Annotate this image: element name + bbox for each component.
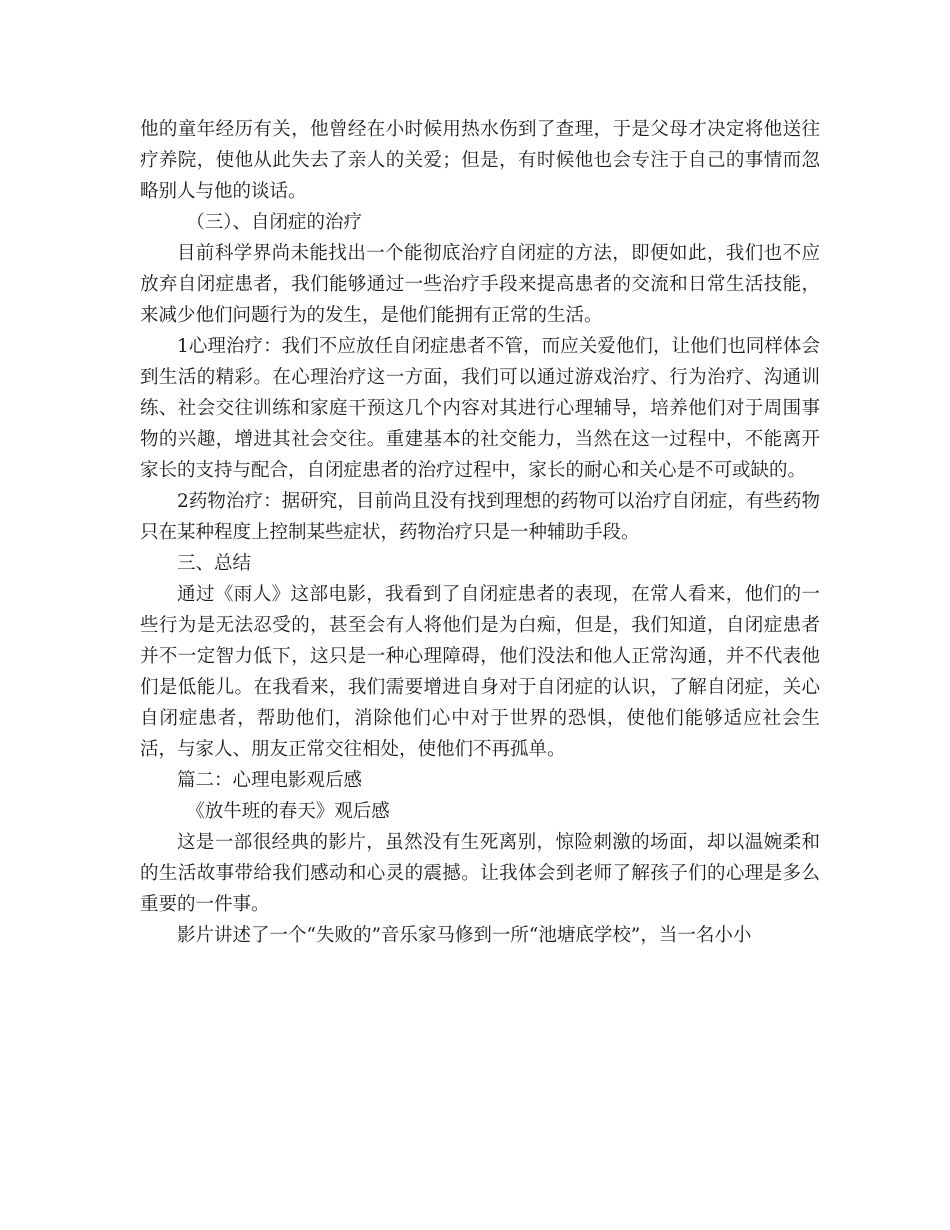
paragraph-psychotherapy: 1心理治疗：我们不应放任自闭症患者不管，而应关爱他们，让他们也同样体会到生活的精彩。在心理治疗这一方面，我们可以通过游戏治疗、行为治疗、沟通训练、社会交往训练和家庭干预这几个内容对其进行心理辅导，培养他们对于周围事物的兴趣，增进其社会交往。重建基本的社交能力，当然在这一过程中，不能离开家长的支持与配合，自闭症患者的治疗过程中，家长的耐心和关心是不可或缺的。	[140, 336, 820, 481]
document-body	[140, 114, 820, 951]
paragraph-drug-therapy: 2药物治疗：据研究，目前尚且没有找到理想的药物可以治疗自闭症，有些药物只在某种程度上控制某些症状，药物治疗只是一种辅助手段。	[140, 491, 820, 543]
paragraph-continuation: 他的童年经历有关，他曾经在小时候用热水伤到了查理，于是父母才决定将他送往疗养院，使他从此失去了亲人的关爱；但是，有时候他也会专注于自己的事情而忽略别人与他的谈话。	[140, 119, 820, 202]
paragraph-film-plot: 影片讲述了一个“失败的”音乐家马修到一所“池塘底学校”，当一名小小	[177, 925, 752, 946]
section-heading-summary: 三、总结	[177, 553, 252, 574]
paragraph-treatment-intro: 目前科学界尚未能找出一个能彻底治疗自闭症的方法，即便如此，我们也不应放弃自闭症患者，我们能够通过一些治疗手段来提高患者的交流和日常生活技能，来减少他们问题行为的发生，是他们能拥有正常的生活。	[140, 243, 820, 326]
paragraph-summary: 通过《雨人》这部电影，我看到了自闭症患者的表现，在常人看来，他们的一些行为是无法忍受的，甚至会有人将他们是为白痴，但是，我们知道，自闭症患者并不一定智力低下，这只是一种心理障碍，他们没法和他人正常沟通，并不代表他们是低能儿。在我看来，我们需要增进自身对于自闭症的认识，了解自闭症，关心自闭症患者，帮助他们，消除他们心中对于世界的恐惧，使他们能够适应社会生活，与家人、朋友正常交往相处，使他们不再孤单。	[140, 584, 820, 760]
paragraph-film-intro: 这是一部很经典的影片，虽然没有生死离别，惊险刺激的场面，却以温婉柔和的生活故事带给我们感动和心灵的震撼。让我体会到老师了解孩子们的心理是多么重要的一件事。	[140, 832, 820, 915]
section-heading-treatment: （三）、自闭症的治疗	[186, 212, 363, 233]
article-subtitle: 《放牛班的春天》观后感	[186, 801, 390, 822]
article-title-part-two: 篇二：心理电影观后感	[177, 770, 363, 791]
